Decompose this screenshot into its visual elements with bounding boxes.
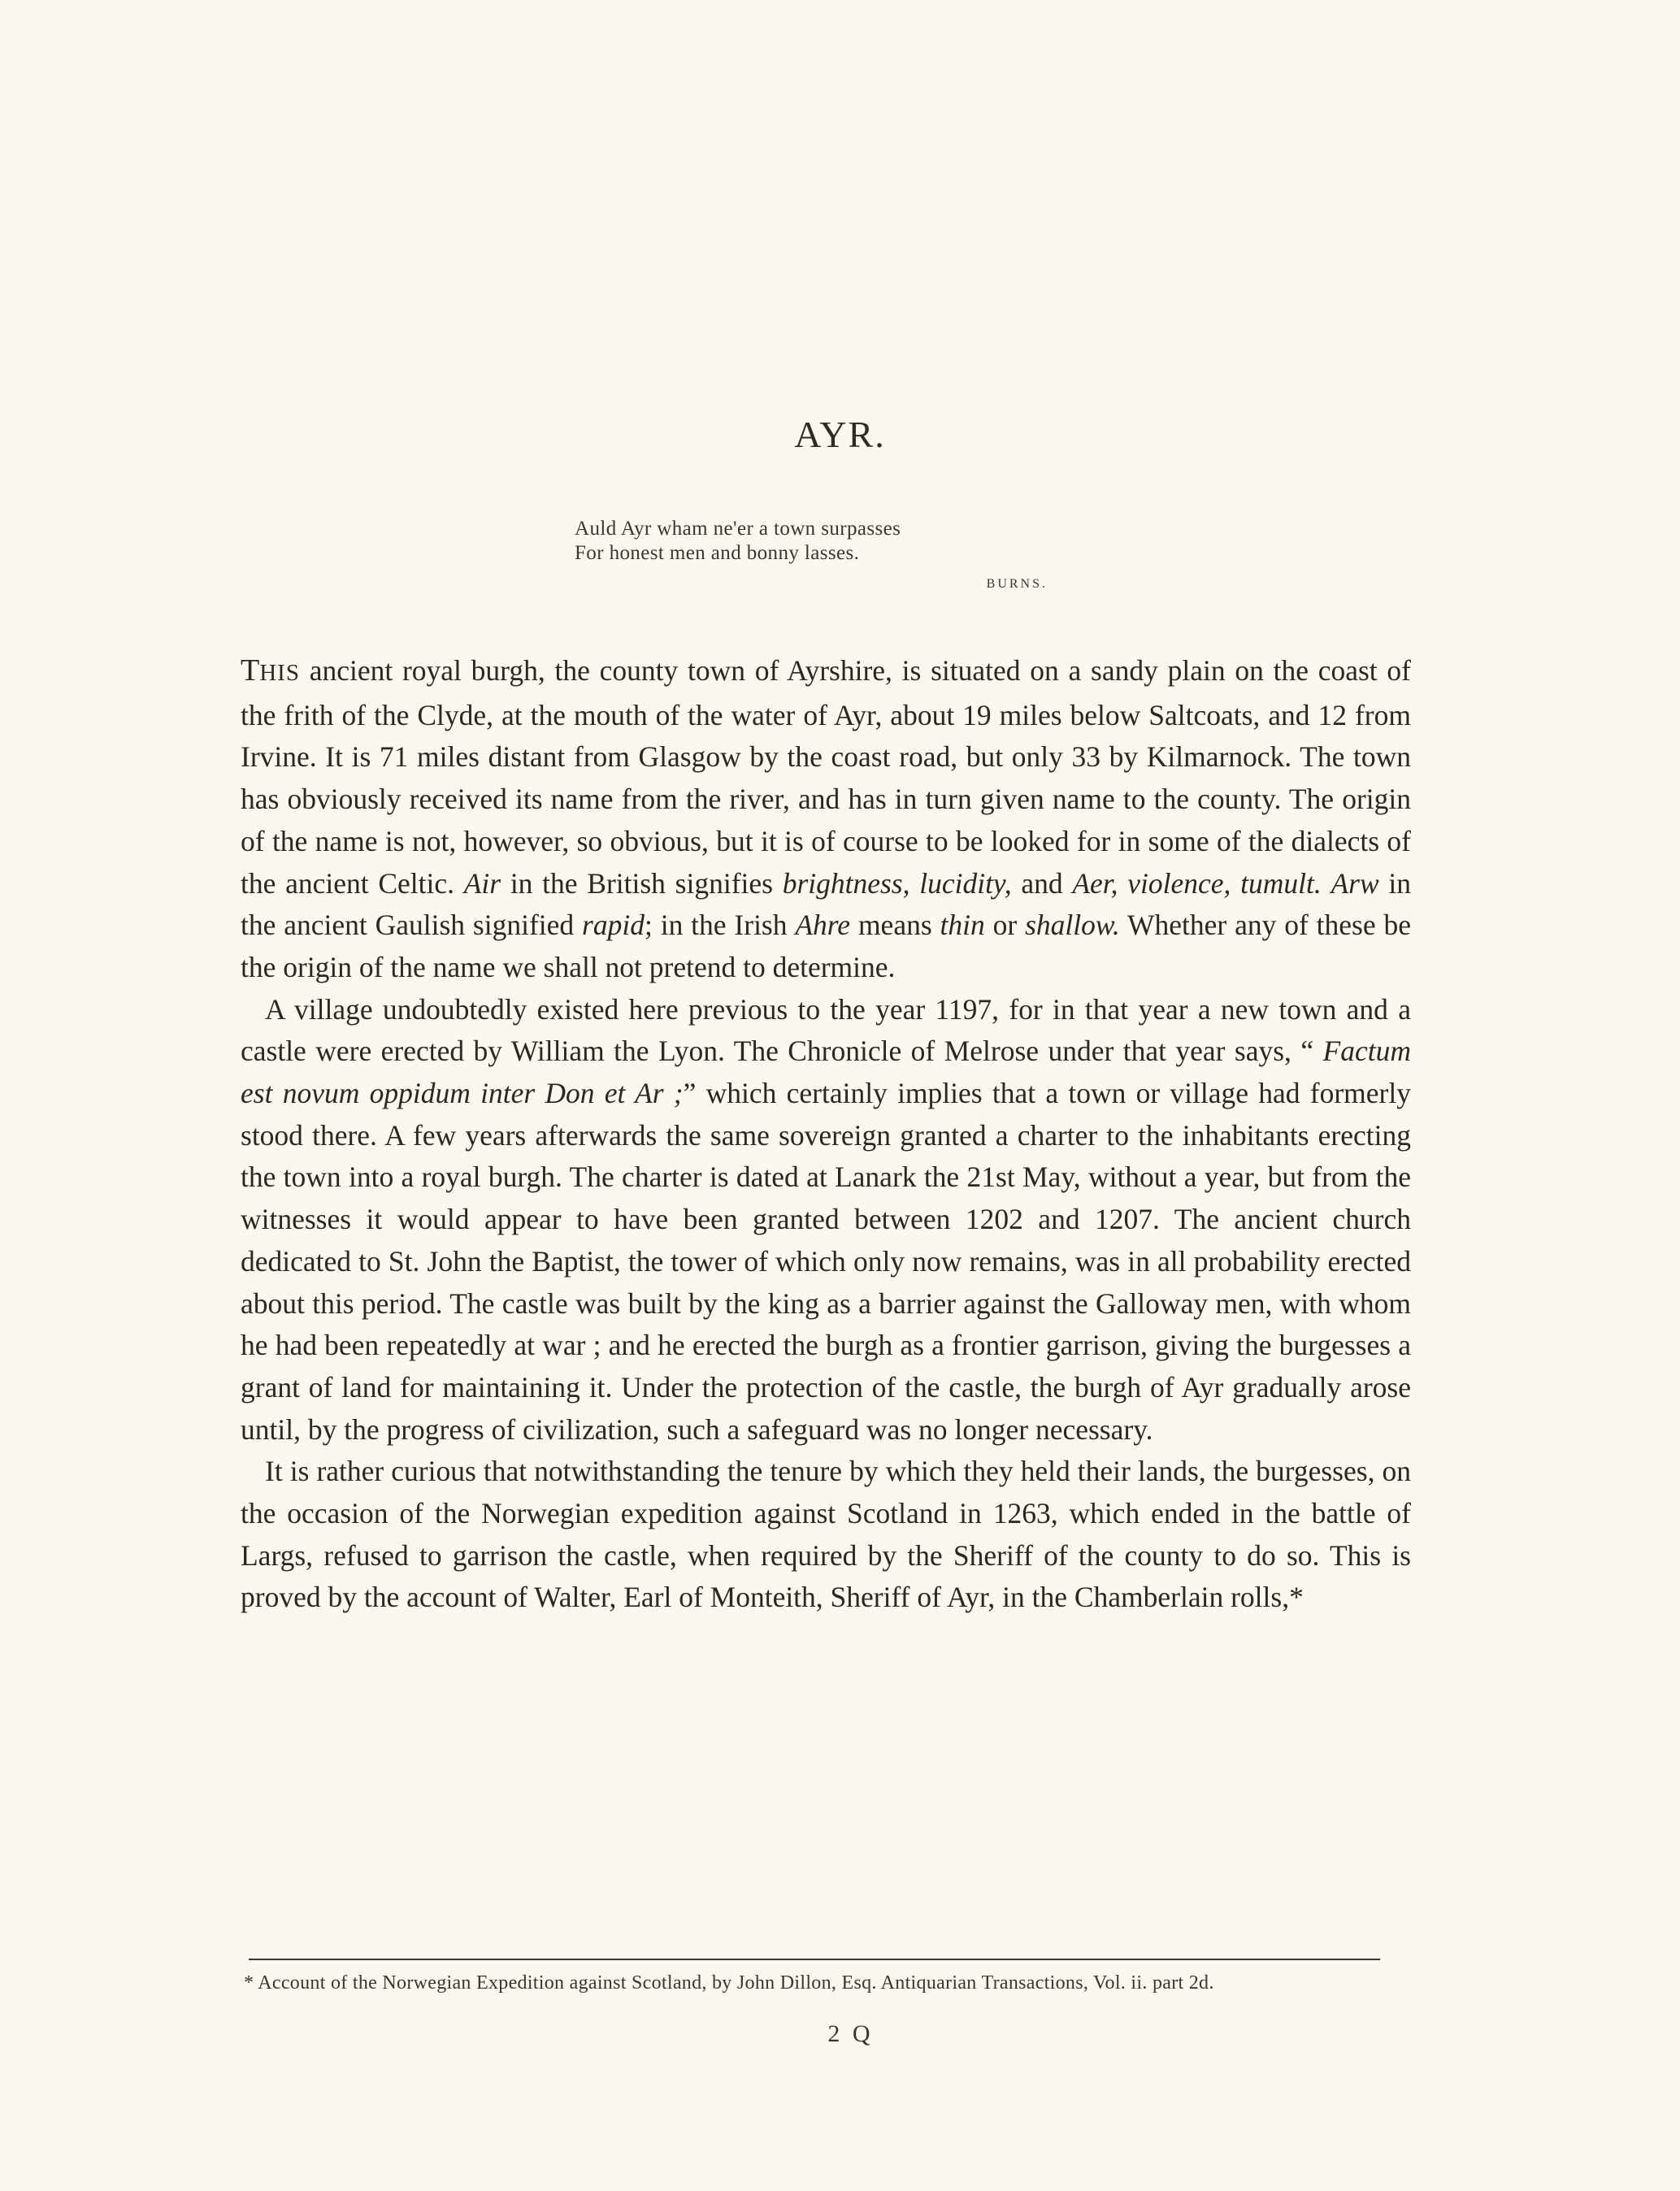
footnote-text: * Account of the Norwegian Expedition against Scotland, by John Dillon, Esq. Antiquarian Transactions, Vol. ii. part 2d.	[244, 1972, 1214, 1994]
text-run: ; in the Irish	[644, 909, 796, 942]
text-run	[1322, 867, 1331, 900]
text-run: ” which certainly implies that a town or village had formerly stood there. A few years afterwards the same sovereign granted a charter to the inhabitants erecting the town into a royal burgh. The charter is dated at Lanark the 21st May, without a year, but from the witnesses it would appear to have been granted between 1202 and 1207. The ancient church dedicated to St. John the Baptist, the tower of which only now remains, was in all probability erected about this period. The castle was built by the king as a barrier against the Galloway men, with whom he had been repeatedly at war ; and he erected the burgh as a frontier garrison, giving the burgesses a grant of land for maintaining it. Under the protection of the castle, the burgh of Ayr gradually arose until, by the progress of civilization, such a safeguard was no longer necessary.	[241, 1077, 1411, 1446]
epigraph-line-1: Auld Ayr wham ne'er a town surpasses	[575, 518, 901, 540]
italic-run: brightness, lucidity,	[782, 866, 1012, 900]
italic-run: Aer, violence, tumult.	[1072, 866, 1322, 900]
text-run: in the British signifies	[501, 866, 783, 900]
paragraph-1	[241, 650, 1411, 989]
italic-run: rapid	[582, 909, 645, 942]
text-run: ancient royal burgh, the county town of Ayrshire, is situated on a sandy plain on the coast of the frith of the Clyde, at the mouth of the water of Ayr, about 19 miles below Saltcoats, and 12 from Irvine. It is 71 miles distant from Glasgow by the coast road, but only 33 by Kilmarnock. The town has obviously received its name from the river, and has in turn given name to the county. The origin of the name is not, however, so obvious, but it is of course to be looked for in some of the dialects of the ancient Celtic.	[241, 654, 1411, 900]
text-run: means	[850, 909, 940, 942]
text-run: in the ancient Gaulish signified	[241, 866, 1411, 942]
footnote	[244, 1971, 1406, 1996]
epigraph-attribution: BURNS.	[986, 577, 1048, 591]
text-run: It is rather curious that notwithstanding the tenure by which they held their lands, the burgesses, on the occasion of the Norwegian expedition against Scotland in 1263, which ended in the battle of Largs, refused to garrison the castle, when required by the Sheriff of the county to do so. This is proved by the account of Walter, Earl of Monteith, Sheriff of Ayr, in the Chamberlain rolls,*	[241, 1455, 1411, 1614]
italic-run: Air	[463, 866, 501, 900]
body-text	[241, 650, 1411, 1619]
italic-run: Factum est novum oppidum inter Don et Ar ;	[241, 1035, 1411, 1110]
epigraph	[575, 517, 1062, 597]
italic-run: thin	[940, 909, 985, 942]
italic-run: Arw	[1331, 866, 1379, 900]
text-run: and	[1011, 866, 1073, 900]
footnote-rule	[249, 1959, 1380, 1960]
text-run: Whether any of these be the origin of the name we shall not pretend to determine.	[241, 909, 1411, 983]
paragraph-2	[241, 989, 1411, 1451]
text-run: A village undoubtedly existed here previous to the year 1197, for in that year a new town and a castle were erected by William the Lyon. The Chronicle of Melrose under that year says, “	[241, 992, 1411, 1068]
epigraph-line-2: For honest men and bonny lasses.	[575, 542, 860, 564]
small-caps: HIS	[259, 660, 300, 686]
paragraph-3	[241, 1451, 1411, 1619]
italic-run: Ahre	[795, 909, 851, 942]
page-title: AYR.	[794, 414, 886, 455]
drop-cap: T	[241, 653, 260, 688]
italic-run: shallow.	[1025, 909, 1120, 942]
signature-mark: 2 Q	[827, 2020, 874, 2047]
text-run: or	[984, 909, 1026, 942]
